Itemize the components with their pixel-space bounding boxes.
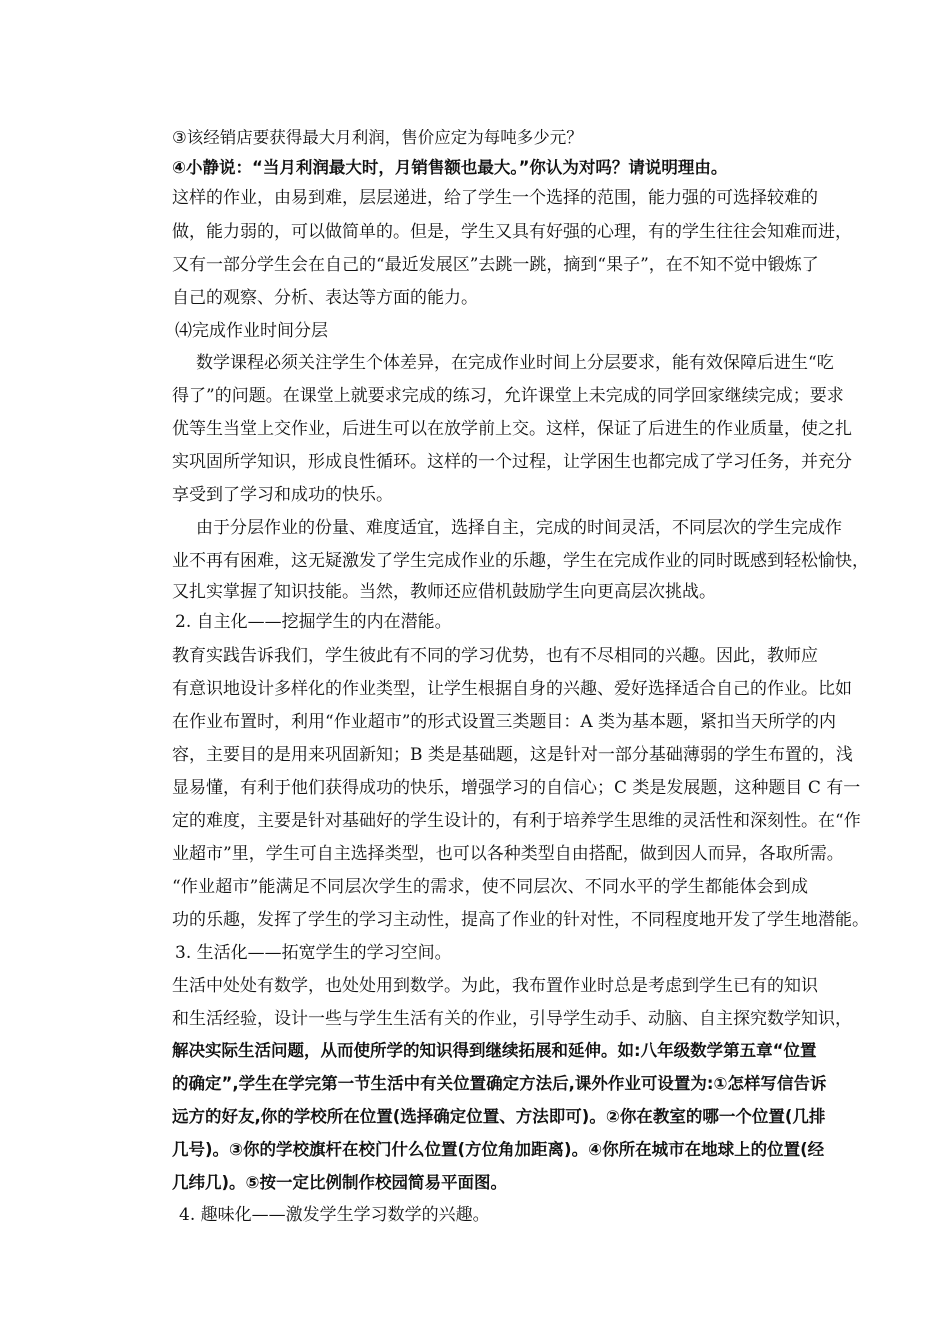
section-heading: 3. 生活化——拓宽学生的学习空间。: [175, 943, 452, 963]
paragraph-line: 数学课程必须关注学生个体差异，在完成作业时间上分层要求，能有效保障后进生“吃: [196, 353, 834, 373]
paragraph-line: 做，能力弱的，可以做简单的。但是，学生又具有好强的心理，有的学生往往会知难而进，: [172, 222, 852, 242]
paragraph-line: 定的难度，主要是针对基础好的学生设计的，有利于培养学生思维的灵活性和深刻性。在“作: [172, 811, 861, 831]
paragraph-line: 功的乐趣，发挥了学生的学习主动性，提高了作业的针对性，不同程度地开发了学生地潜能。: [172, 910, 869, 930]
paragraph-line: 这样的作业，由易到难，层层递进，给了学生一个选择的范围，能力强的可选择较难的: [172, 188, 818, 208]
paragraph-line: 远方的好友,你的学校所在位置(选择确定位置、方法即可)。②你在教室的哪一个位置(几排: [172, 1107, 826, 1126]
paragraph-line: 自己的观察、分析、表达等方面的能力。: [172, 288, 478, 308]
paragraph-line: 有意识地设计多样化的作业类型，让学生根据自身的兴趣、爱好选择适合自己的作业。比如: [172, 679, 852, 699]
paragraph-line: 生活中处处有数学，也处处用到数学。为此，我布置作业时总是考虑到学生已有的知识: [172, 976, 818, 996]
paragraph-line: 容，主要目的是用来巩固新知；B 类是基础题，这是针对一部分基础薄弱的学生布置的，浅: [172, 745, 853, 765]
section-heading: 4. 趣味化——激发学生学习数学的兴趣。: [179, 1205, 490, 1225]
paragraph-line: 享受到了学习和成功的快乐。: [172, 485, 393, 505]
paragraph-line: 的确定”,学生在学完第一节生活中有关位置确定方法后,课外作业可设置为:①怎样写信告诉: [172, 1074, 827, 1093]
paragraph-line: 由于分层作业的份量、难度适宜，选择自主，完成的时间灵活，不同层次的学生完成作: [196, 518, 842, 538]
question-4: ④小静说：“当月利润最大时，月销售额也最大。”你认为对吗？请说明理由。: [172, 158, 728, 177]
paragraph-line: 业超市”里，学生可自主选择类型，也可以各种类型自由搭配，做到因人而异，各取所需。: [172, 844, 844, 864]
paragraph-line: 优等生当堂上交作业，后进生可以在放学前上交。这样，保证了后进生的作业质量，使之扎: [172, 419, 852, 439]
paragraph-line: 实巩固所学知识，形成良性循环。这样的一个过程，让学困生也都完成了学习任务，并充分: [172, 452, 852, 472]
subheading: ⑷完成作业时间分层: [175, 321, 328, 341]
paragraph-line: “作业超市”能满足不同层次学生的需求，使不同层次、不同水平的学生都能体会到成: [172, 877, 808, 897]
paragraph-line: 和生活经验，设计一些与学生生活有关的作业，引导学生动手、动脑、自主探究数学知识，: [172, 1009, 852, 1029]
paragraph-line: 几号)。③你的学校旗杆在校门什么位置(方位角加距离)。④你所在城市在地球上的位置(经: [172, 1140, 825, 1159]
paragraph-line: 又有一部分学生会在自己的“最近发展区”去跳一跳，摘到“果子”，在不知不觉中锻炼了: [172, 255, 819, 275]
paragraph-line: 在作业布置时，利用“作业超市”的形式设置三类题目：A 类为基本题，紧扣当天所学的内: [172, 712, 837, 732]
paragraph-line: 显易懂，有利于他们获得成功的快乐，增强学习的自信心；C 类是发展题，这种题目 C 有一: [172, 778, 861, 798]
paragraph-line: 解决实际生活问题，从而使所学的知识得到继续拓展和延伸。如:八年级数学第五章“位置: [172, 1041, 817, 1060]
paragraph-line: 教育实践告诉我们，学生彼此有不同的学习优势，也有不尽相同的兴趣。因此，教师应: [172, 646, 818, 666]
paragraph-line: 得了”的问题。在课堂上就要求完成的练习，允许课堂上未完成的同学回家继续完成；要求: [172, 386, 844, 406]
section-heading: 2. 自主化——挖掘学生的内在潜能。: [175, 612, 452, 632]
question-3: ③该经销店要获得最大月利润，售价应定为每吨多少元？: [172, 128, 583, 147]
paragraph-line: 几纬几)。⑤按一定比例制作校园简易平面图。: [172, 1173, 508, 1192]
paragraph-line: 又扎实掌握了知识技能。当然，教师还应借机鼓励学生向更高层次挑战。: [172, 582, 716, 602]
paragraph-line: 业不再有困难，这无疑激发了学生完成作业的乐趣，学生在完成作业的同时既感到轻松愉快，: [172, 551, 869, 571]
